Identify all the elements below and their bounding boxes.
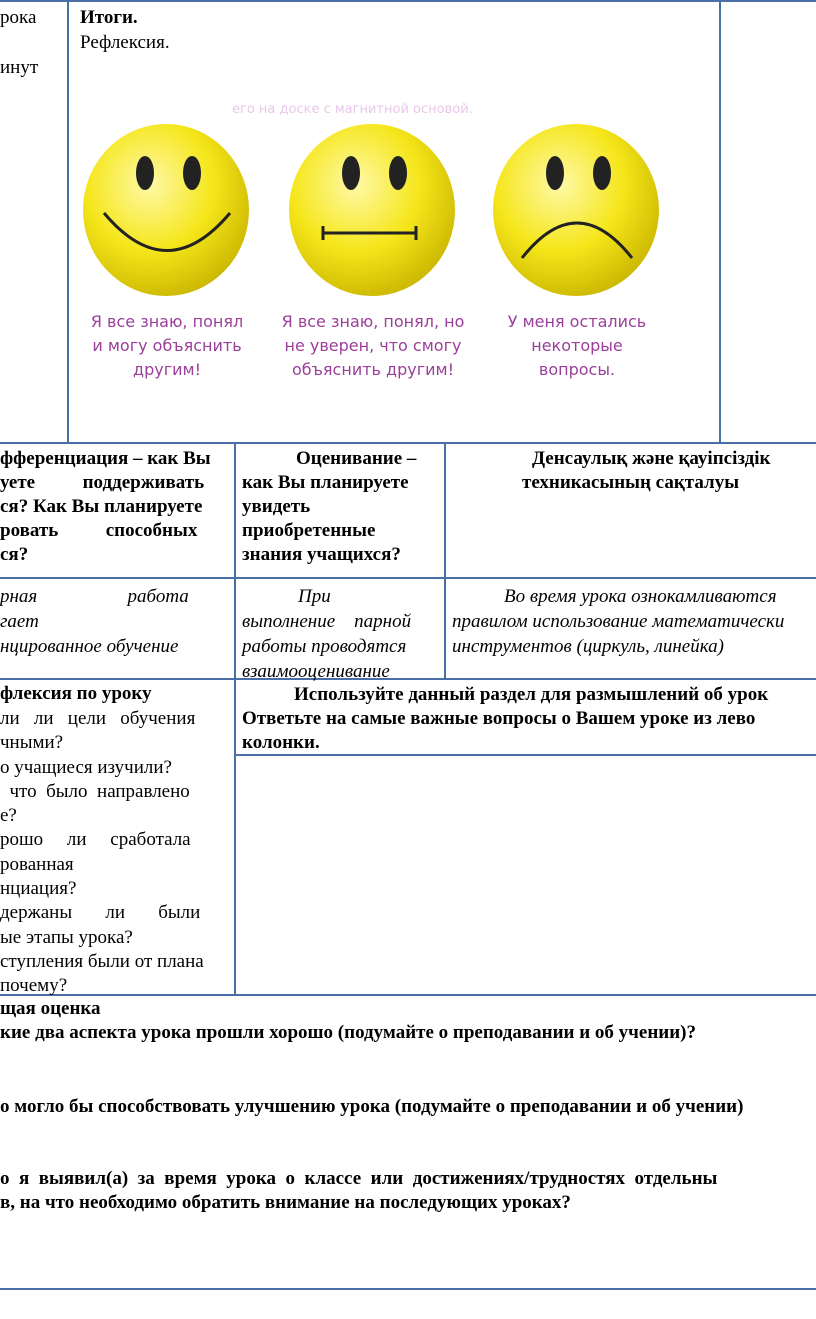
caption-line: и могу объяснить bbox=[92, 336, 242, 355]
header-line: уете поддерживать bbox=[0, 472, 205, 493]
header-line: как Вы планируете bbox=[242, 472, 409, 493]
caption-line: некоторые bbox=[531, 336, 623, 355]
question-line: ступления были от плана bbox=[0, 950, 204, 972]
header-line: ровать способных bbox=[0, 520, 198, 541]
question-line: ые этапы урока? bbox=[0, 926, 133, 948]
caption-line: объяснить другим! bbox=[291, 360, 455, 379]
reflection-questions bbox=[0, 707, 226, 999]
content-line: рная работа bbox=[0, 586, 189, 607]
content-line: взаимооценивание bbox=[242, 661, 390, 682]
faded-caption: его на доске с магнитной основой. bbox=[232, 102, 473, 117]
overall-question-3-line-1: о я выявил(а) за время урока о классе или достижениях/трудностях отдельны bbox=[0, 1168, 718, 1189]
overall-question-1: кие два аспекта урока прошли хорошо (подумайте о преподавании и об учении)? bbox=[0, 1022, 696, 1043]
caption-line: не уверен, что смогу bbox=[284, 336, 462, 355]
smiley-caption-sad bbox=[482, 310, 672, 382]
col-divider-3 bbox=[234, 443, 236, 995]
instruction-line: Ответьте на самые важные вопросы о Вашем уроке из лево bbox=[242, 708, 756, 729]
content-line: инструментов (циркуль, линейка) bbox=[452, 636, 724, 657]
header-safety bbox=[452, 447, 816, 495]
top-left-text-2: инут bbox=[0, 57, 39, 78]
neutral-smiley-icon bbox=[288, 118, 458, 298]
row-divider-1 bbox=[0, 442, 816, 444]
question-line: держаны ли были bbox=[0, 902, 201, 924]
instruction-line: Используйте данный раздел для размышлений об урок bbox=[294, 684, 769, 705]
header-line: ся? Как Вы планируете bbox=[0, 496, 203, 517]
reflection-instruction bbox=[242, 683, 816, 755]
question-line: что было направлено bbox=[0, 780, 190, 802]
top-left-text-1: рока bbox=[0, 7, 37, 28]
content-safety bbox=[452, 584, 816, 659]
smiley-caption-neutral bbox=[268, 310, 478, 382]
sad-smiley-icon bbox=[492, 118, 662, 298]
question-line: почему? bbox=[0, 975, 68, 997]
summary-title: Итоги. bbox=[80, 7, 138, 28]
col-divider-1 bbox=[67, 0, 69, 443]
caption-line: Я все знаю, понял bbox=[90, 312, 244, 331]
instruction-line: колонки. bbox=[242, 732, 320, 753]
smiley-caption-happy bbox=[72, 310, 262, 382]
overall-question-2: о могло бы способствовать улучшению урока (подумайте о преподавании и об учении) bbox=[0, 1096, 744, 1117]
table-bottom-border bbox=[0, 1288, 816, 1290]
content-line: правилом использование математически bbox=[452, 611, 785, 632]
question-line: чными? bbox=[0, 732, 64, 754]
table-top-border bbox=[0, 0, 816, 2]
row-divider-2 bbox=[0, 577, 816, 579]
question-line: нциация? bbox=[0, 878, 77, 900]
content-line: нцированное обучение bbox=[0, 636, 179, 657]
header-line: Оценивание – bbox=[296, 448, 417, 469]
content-line: Во время урока ознокамливаются bbox=[504, 586, 777, 607]
question-line: рованная bbox=[0, 853, 74, 875]
content-line: гает bbox=[0, 611, 39, 632]
header-assessment bbox=[242, 447, 438, 567]
overall-title: щая оценка bbox=[0, 998, 101, 1019]
header-line: ся? bbox=[0, 544, 29, 565]
question-line: е? bbox=[0, 805, 17, 827]
question-line: ли ли цели обучения bbox=[0, 708, 196, 729]
header-line: приобретенные bbox=[242, 520, 376, 541]
header-line: знания учащихся? bbox=[242, 544, 401, 565]
content-assessment bbox=[242, 584, 438, 684]
overall-question-3-line-2: в, на что необходимо обратить внимание на последующих уроках? bbox=[0, 1192, 571, 1213]
caption-line: У меня остались bbox=[507, 312, 647, 331]
header-line: фференциация – как Вы bbox=[0, 448, 211, 469]
caption-line: другим! bbox=[133, 360, 201, 379]
col-divider-4 bbox=[444, 443, 446, 679]
caption-line: вопросы. bbox=[538, 360, 616, 379]
summary-subtitle: Рефлексия. bbox=[80, 32, 170, 53]
reflection-title: флексия по уроку bbox=[0, 683, 152, 704]
question-line: рошо ли сработала bbox=[0, 829, 191, 851]
content-line: работы проводятся bbox=[242, 636, 407, 657]
header-line: Денсаулық және қауіпсіздік bbox=[532, 448, 771, 469]
content-line: При bbox=[298, 586, 331, 607]
header-line: увидеть bbox=[242, 496, 311, 517]
header-differentiation bbox=[0, 447, 226, 567]
caption-line: Я все знаю, понял, но bbox=[281, 312, 465, 331]
col-divider-2 bbox=[719, 0, 721, 443]
content-differentiation bbox=[0, 584, 226, 659]
header-line: техникасының сақталуы bbox=[522, 472, 740, 493]
content-line: выполнение парной bbox=[242, 611, 412, 632]
question-line: о учащиеся изучили? bbox=[0, 756, 172, 778]
happy-smiley-icon bbox=[82, 118, 252, 298]
